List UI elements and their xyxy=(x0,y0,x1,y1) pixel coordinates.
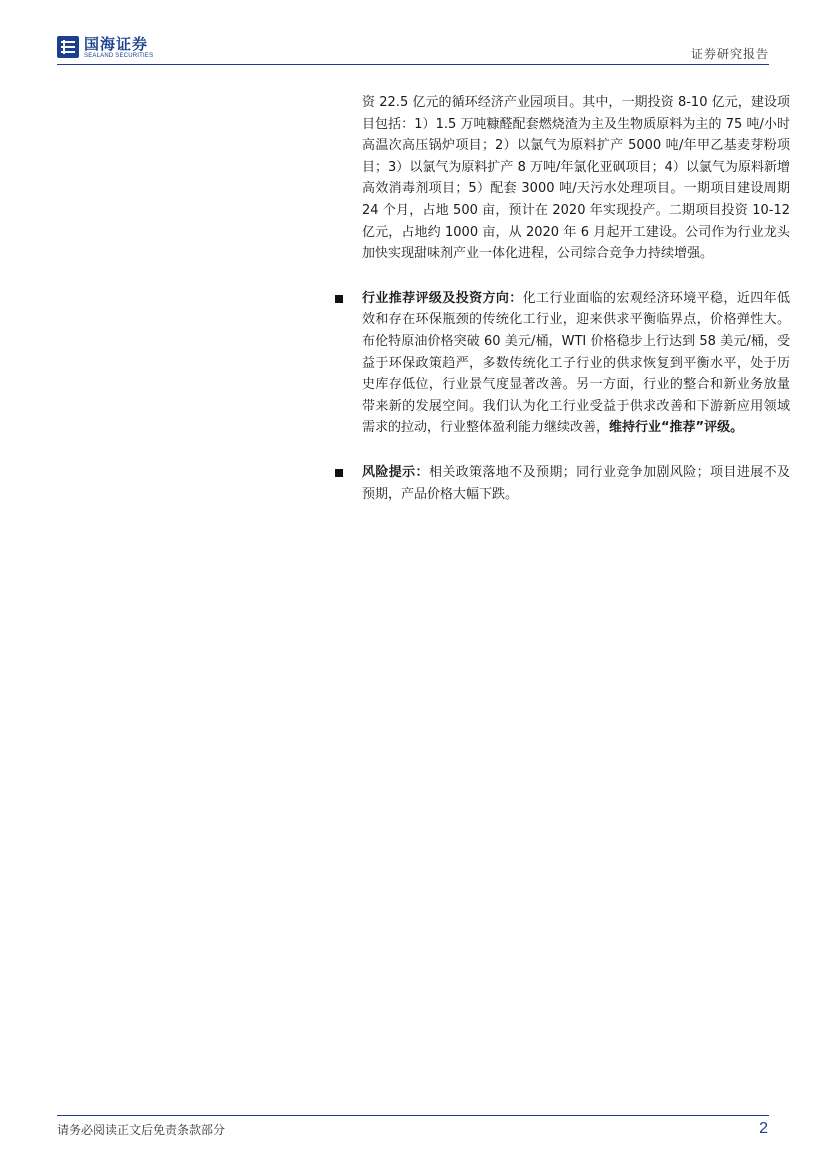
section-risk-warning-text xyxy=(362,462,790,505)
section-risk-warning-body: 相关政策落地不及预期；同行业竞争加剧风险；项目进展不及预期，产品价格大幅下跌。 xyxy=(362,464,790,502)
page-header xyxy=(0,0,827,66)
rating-emphasis: 维持行业“推荐”评级。 xyxy=(609,420,744,436)
logo xyxy=(57,36,167,64)
logo-text-cn: 国海证券 xyxy=(84,35,149,53)
section-risk-warning xyxy=(362,462,790,505)
disclaimer-note: 请务必阅读正文后免责条款部分 xyxy=(57,1123,226,1137)
square-bullet-icon xyxy=(335,295,343,303)
paragraph-project-investment: 资 22.5 亿元的循环经济产业园项目。其中，一期投资 8-10 亿元，建设项目包括：1）1.5 万吨糠醛配套燃烧渣为主及生物质原料为主的 75 吨/小时高温次高压锅炉项目；2）以氯气为原料扩产 5000 吨/年甲乙基麦芽粉项目；3）以氯气为原料扩产 8 万吨/年氯化亚砜项目；4）以氯气为原料新增高效消毒剂项目；5）配套 3000 吨/天污水处理项目。一期项目建设周期 24 个月，占地 500 亩，预计在 2020 年实现投产。二期项目投资 10-12 亿元，占地约 1000 亩，从 2020 年 6 月起开工建设。公司作为行业龙头加快实现甜味剂产业一体化进程，公司综合竞争力持续增强。 xyxy=(362,95,790,262)
section-industry-rating xyxy=(362,288,790,439)
section-industry-rating-body: 化工行业面临的宏观经济环境平稳，近四年低效和存在环保瓶颈的传统化工行业，迎来供求平衡临界点，价格弹性大。布伦特原油价格突破 60 美元/桶，WTI 价格稳步上行达到 58 美元/桶，受益于环保政策趋严，多数传统化工子行业的供求恢复到平衡水平，处于历史库存低位，行业景气度显著改善。另一方面，行业的整合和新业务放量带来新的发展空间。我们认为化工行业受益于供求改善和下游新应用领域需求的拉动，行业整体盈利能力继续改善， xyxy=(362,290,790,436)
report-body xyxy=(362,92,790,505)
logo-text-en: SEALAND SECURITIES xyxy=(84,53,154,59)
section-industry-rating-text xyxy=(362,288,790,439)
section-industry-rating-heading: 行业推荐评级及投资方向： xyxy=(362,290,523,306)
section-risk-warning-heading: 风险提示： xyxy=(362,464,429,480)
report-type-label: 证券研究报告 xyxy=(690,47,769,61)
square-bullet-icon xyxy=(335,469,343,477)
page-number: 2 xyxy=(759,1120,768,1137)
footer-divider xyxy=(57,1115,769,1116)
sealand-logo-icon xyxy=(57,36,79,58)
header-divider xyxy=(57,64,769,65)
